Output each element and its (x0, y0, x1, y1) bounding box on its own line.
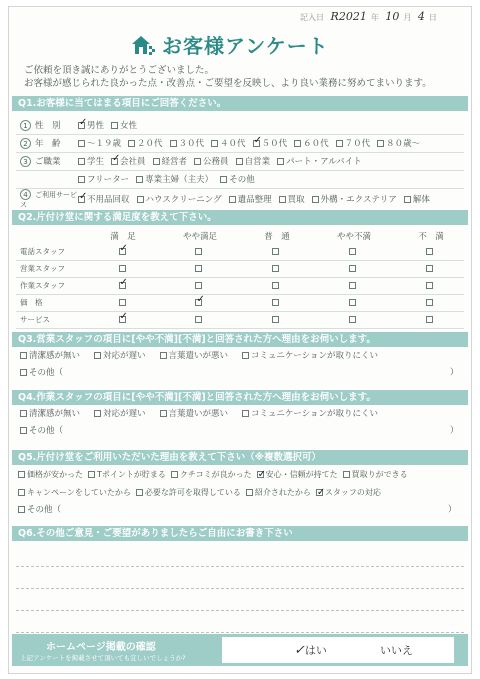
confirm-subtitle: 上記アンケートを掲載させて頂いても宜しいでしょうか? (20, 654, 186, 662)
q1-option-checkbox[interactable] (279, 196, 286, 203)
q4-option-label: 対応が遅い (103, 409, 146, 419)
q2-cell (398, 311, 464, 328)
q1-option[interactable] (78, 193, 130, 205)
q1-row-options (78, 188, 464, 210)
q1-option-label: 専業主婦（主夫） (145, 175, 214, 185)
q5-option-label: クチコミが良かった (179, 470, 252, 479)
q1-option[interactable] (128, 137, 163, 149)
q1-option-label: ３０代 (178, 139, 205, 149)
q3-option[interactable] (94, 348, 146, 365)
q3-option-label: コミュニケーションが取りにくい (251, 351, 379, 361)
q5-option[interactable] (18, 466, 83, 484)
q3-other-checkbox[interactable] (20, 369, 27, 376)
q1-option[interactable] (377, 137, 420, 149)
q1-option-checkbox[interactable] (229, 196, 236, 203)
q2-rating-checkbox[interactable] (426, 282, 433, 289)
intro-line-2: お客様が感じられた良かった点・改善点・ご要望を反映し、より良い業務に努めてまいります。 (24, 78, 432, 89)
date-day-unit: 日 (428, 13, 437, 22)
q2-rating-checkbox[interactable] (349, 248, 356, 255)
q1-option-checkbox[interactable] (277, 158, 284, 165)
q2-cell (156, 277, 244, 294)
q3-option[interactable] (20, 348, 80, 365)
q1-option[interactable] (78, 119, 104, 131)
date-month-unit: 月 (403, 13, 412, 22)
q1-option-checkbox[interactable] (336, 140, 343, 147)
confirm-answers (222, 637, 454, 663)
q4-option-checkbox[interactable] (242, 410, 249, 417)
q1-option[interactable] (78, 173, 129, 185)
q1-option-checkbox[interactable] (128, 140, 135, 147)
q5-option-label: Tポイントが貯まる (97, 470, 166, 479)
publish-confirm (12, 634, 468, 666)
q5-option-checkbox[interactable] (257, 471, 264, 478)
q4-other-line (20, 423, 460, 440)
q2-cell (90, 260, 156, 277)
q1-row-label (16, 134, 78, 152)
q3-option-label: 言葉遣いが悪い (168, 351, 229, 361)
q5-option[interactable] (257, 466, 338, 484)
q1-option[interactable] (404, 193, 430, 205)
q4-option-label: 言葉遣いが悪い (168, 409, 229, 419)
q2-cell (398, 243, 464, 260)
q5-option[interactable] (171, 466, 252, 484)
house-logo-icon (130, 34, 156, 56)
q4-other-close: ） (450, 426, 459, 436)
q1-row (16, 116, 464, 134)
q1-option-label: 男性 (87, 120, 105, 131)
q3-heading: Q3.営業スタッフの項目に[やや不満][不満]と回答された方へ理由をお伺いします。 (12, 332, 468, 347)
q5-option-checkbox[interactable] (246, 489, 253, 496)
q1-option-label: フリーター (87, 175, 130, 185)
q1-table (16, 116, 464, 211)
q3-option-label: 対応が遅い (103, 351, 146, 361)
q4-option-label: コミュニケーションが取りにくい (251, 409, 379, 419)
q1-option-label: ５０代 (261, 139, 288, 149)
q1-option[interactable] (336, 137, 371, 149)
q1-option[interactable] (211, 137, 246, 149)
q5-options (18, 466, 458, 519)
q3-other-close: ） (450, 368, 459, 378)
title-wrap (130, 30, 329, 59)
q2-cell (244, 294, 310, 311)
q1-row-label-text: ご利用サービス (20, 190, 77, 209)
q2-rating-checkbox[interactable] (272, 265, 279, 272)
q5-option[interactable] (88, 466, 166, 484)
q2-rating-checkbox[interactable] (426, 299, 433, 306)
q3-options (20, 348, 460, 382)
q1-heading: Q1.お客様に当てはまる項目にご回答ください。 (12, 96, 468, 111)
q5-other-line (18, 502, 458, 519)
q1-option-label: ６０代 (303, 139, 329, 149)
q1-option-checkbox[interactable] (194, 158, 201, 165)
q2-cell (90, 311, 156, 328)
q1-option[interactable] (294, 137, 329, 149)
q2-cell (398, 260, 464, 277)
q1-option-label: ７０代 (344, 139, 371, 149)
q1-option-label: 会社員 (120, 157, 146, 167)
q6-comment-area[interactable] (16, 545, 464, 633)
q2-rating-checkbox[interactable] (272, 316, 279, 323)
q2-cell (90, 277, 156, 294)
q5-option-checkbox[interactable] (88, 471, 95, 478)
q2-rating-checkbox[interactable] (349, 316, 356, 323)
q2-rating-checkbox[interactable] (272, 299, 279, 306)
q2-cell (310, 294, 398, 311)
page-title: お客様アンケート (162, 34, 329, 58)
q1-option-label: ８０歳～ (386, 139, 421, 149)
q1-row-label (16, 116, 78, 134)
q1-option-checkbox[interactable] (294, 140, 301, 147)
q1-option-label: ～１９歳 (87, 139, 122, 149)
q3-option-checkbox[interactable] (242, 352, 249, 359)
q1-row-label-text: ご職業 (35, 157, 61, 167)
q1-option[interactable] (111, 155, 146, 167)
q1-option-label: 解体 (412, 195, 430, 205)
date-year: R2021 (330, 10, 367, 23)
q1-row-number: 4 (20, 189, 31, 200)
q3-option-label: 清潔感が無い (29, 351, 81, 361)
q1-option[interactable] (220, 173, 255, 185)
q4-other-checkbox[interactable] (20, 427, 27, 434)
q1-row (16, 134, 464, 152)
q3-option[interactable] (242, 348, 378, 365)
q5-option-checkbox[interactable] (343, 471, 350, 478)
q1-option-checkbox[interactable] (153, 158, 160, 165)
q2-row-label: 価 格 (16, 294, 90, 311)
q1-option[interactable] (229, 193, 272, 205)
q2-rating-checkbox[interactable] (349, 265, 356, 272)
q1-row-number: 2 (20, 138, 31, 149)
q4-option-label: 清潔感が無い (29, 409, 81, 419)
q1-option-checkbox[interactable] (312, 196, 319, 203)
q2-rating-checkbox[interactable] (426, 265, 433, 272)
q1-row (16, 152, 464, 170)
q1-option-label: パート・アルバイト (286, 157, 362, 167)
confirm-yes-label: はい (304, 644, 327, 657)
q1-row-label (16, 188, 78, 210)
q5-option[interactable] (18, 484, 131, 502)
q5-option-label: 紹介されたから (254, 488, 311, 497)
q5-other-checkbox[interactable] (18, 506, 25, 513)
q2-rating-checkbox[interactable] (349, 282, 356, 289)
q1-option[interactable] (78, 155, 104, 167)
q1-option-label: ２０代 (137, 139, 163, 149)
q2-rating-checkbox[interactable] (119, 299, 126, 306)
q4-options (20, 406, 460, 440)
q1-option-checkbox[interactable] (136, 176, 143, 183)
q2-cell (310, 311, 398, 328)
q2-rating-checkbox[interactable] (272, 248, 279, 255)
q1-option[interactable] (277, 155, 362, 167)
check-mark-icon: ✓ (294, 643, 305, 658)
q2-corner (16, 229, 90, 243)
q1-row-options (78, 134, 464, 152)
intro-line-1: ご依頼を頂き誠にありがとうございました。 (24, 65, 215, 76)
q1-row-label (16, 152, 78, 170)
q2-rating-checkbox[interactable] (426, 248, 433, 255)
q3-option-checkbox[interactable] (20, 352, 27, 359)
q2-rating-checkbox[interactable] (195, 282, 202, 289)
q5-option-checkbox[interactable] (136, 489, 143, 496)
q1-option-checkbox[interactable] (111, 158, 118, 165)
q2-row-label: 電話スタッフ (16, 243, 90, 260)
q5-option-checkbox[interactable] (18, 489, 25, 496)
q1-option-label: ハウスクリーニング (145, 195, 222, 205)
q2-row (16, 311, 464, 328)
q1-option[interactable] (78, 137, 121, 149)
q5-option-label: スタッフの対応 (324, 488, 381, 497)
q4-other-label: その他（ (29, 426, 64, 436)
q2-cell (310, 243, 398, 260)
confirm-yes-option[interactable] (294, 642, 327, 658)
q1-option-label: ４０代 (220, 139, 246, 149)
q3-other-label: その他（ (29, 368, 64, 378)
q5-other-close: ） (448, 505, 457, 515)
q1-row-options (78, 152, 464, 170)
q4-option[interactable] (94, 406, 146, 423)
q1-option[interactable] (136, 173, 213, 185)
q1-option[interactable] (170, 137, 205, 149)
q5-heading: Q5.片付け堂をご利用いただいた理由を教えて下さい（※複数選択可） (12, 450, 468, 465)
q2-row-label: 営業スタッフ (16, 260, 90, 277)
q1-row-number: 1 (20, 120, 31, 131)
q2-column-header: 不 満 (418, 232, 444, 242)
q2-cell (244, 260, 310, 277)
q1-option[interactable] (312, 193, 397, 205)
q2-rating-checkbox[interactable] (272, 282, 279, 289)
q5-option-checkbox[interactable] (171, 471, 178, 478)
q1-option-label: 買取 (287, 195, 305, 205)
q1-row-options (78, 116, 464, 134)
q1-option-checkbox[interactable] (111, 122, 118, 129)
q2-cell (156, 260, 244, 277)
q5-other-label: その他（ (27, 505, 62, 515)
q2-column-header: 満 足 (110, 232, 136, 242)
q2-cell (310, 277, 398, 294)
date-month: 10 (385, 10, 400, 23)
q1-option[interactable] (137, 193, 222, 205)
q2-cell (90, 294, 156, 311)
q5-option-checkbox[interactable] (18, 471, 25, 478)
q4-option[interactable] (242, 406, 378, 423)
q2-row (16, 294, 464, 311)
q2-rating-checkbox[interactable] (119, 265, 126, 272)
q2-cell (156, 311, 244, 328)
q3-option[interactable] (160, 348, 229, 365)
q5-option[interactable] (343, 466, 408, 484)
q1-option-checkbox[interactable] (253, 140, 260, 147)
q1-option-label: 自営業 (244, 157, 271, 167)
q1-option-checkbox[interactable] (137, 196, 144, 203)
date-label: 記入日 (300, 13, 324, 22)
q2-row (16, 260, 464, 277)
q6-line (16, 589, 464, 611)
q5-option[interactable] (316, 484, 381, 502)
confirm-no-label: いいえ (380, 644, 413, 657)
intro-text (24, 64, 432, 90)
q1-option-checkbox[interactable] (78, 196, 85, 203)
q2-cell (310, 260, 398, 277)
q1-row-number: 3 (20, 156, 31, 167)
q1-option[interactable] (194, 155, 229, 167)
q2-rating-checkbox[interactable] (119, 316, 126, 323)
q4-option[interactable] (160, 406, 229, 423)
q5-option[interactable] (246, 484, 311, 502)
q1-option-checkbox[interactable] (220, 176, 227, 183)
q5-option-label: 必要な許可を取得している (144, 488, 241, 497)
q2-row-label: 作業スタッフ (16, 277, 90, 294)
date-row (300, 10, 437, 23)
q2-cell (90, 243, 156, 260)
q2-column-header: 普 通 (264, 232, 290, 242)
q1-option-checkbox[interactable] (404, 196, 411, 203)
q1-option-checkbox[interactable] (211, 140, 218, 147)
q2-rating-checkbox[interactable] (426, 316, 433, 323)
q2-cell (156, 243, 244, 260)
q3-option-checkbox[interactable] (94, 352, 101, 359)
confirm-title: ホームページ掲載の確認 (46, 642, 156, 653)
q1-option[interactable] (236, 155, 271, 167)
date-year-unit: 年 (370, 13, 379, 22)
q1-option-label: 不用品回収 (87, 195, 130, 205)
q1-row (16, 188, 464, 210)
q5-option-checkbox[interactable] (316, 489, 323, 496)
q3-option-checkbox[interactable] (160, 352, 167, 359)
q2-column-header: やや不満 (336, 232, 371, 242)
q2-table (16, 229, 464, 329)
q3-other-line (20, 365, 460, 382)
q1-option-checkbox[interactable] (170, 140, 177, 147)
q1-option-label: 外構・エクステリア (320, 195, 397, 205)
q1-row-label-text: 性 別 (35, 120, 61, 131)
q2-rating-checkbox[interactable] (195, 265, 202, 272)
q1-option-checkbox[interactable] (78, 176, 85, 183)
q1-option[interactable] (279, 193, 305, 205)
q2-cell (156, 294, 244, 311)
q1-option[interactable] (111, 119, 137, 131)
q5-option[interactable] (136, 484, 241, 502)
q2-cell (398, 277, 464, 294)
q2-rating-checkbox[interactable] (195, 299, 202, 306)
q2-rating-checkbox[interactable] (195, 316, 202, 323)
q6-heading: Q6.その他ご意見・ご要望がありましたらご自由にお書き下さい (12, 526, 468, 541)
q4-heading: Q4.作業スタッフの項目に[やや不満][不満]と回答された方へ理由をお伺いします。 (12, 390, 468, 405)
q1-row-label (16, 170, 78, 188)
q5-option-label: 買取りができる (351, 470, 408, 479)
q1-option-checkbox[interactable] (78, 140, 85, 147)
q2-rating-checkbox[interactable] (349, 299, 356, 306)
q1-option-checkbox[interactable] (236, 158, 243, 165)
q5-option-label: キャンペーンをしていたから (27, 488, 131, 497)
q2-rating-checkbox[interactable] (119, 248, 126, 255)
q2-cell (398, 294, 464, 311)
q1-row-options (78, 170, 464, 188)
q2-cell (244, 277, 310, 294)
q4-option[interactable] (20, 406, 80, 423)
q2-column-header: やや満足 (182, 232, 217, 242)
q4-option-checkbox[interactable] (20, 410, 27, 417)
q2-row-label: サービス (16, 311, 90, 328)
q2-cell (244, 311, 310, 328)
q5-option-label: 安心・信頼が持てた (265, 470, 338, 479)
q1-option-label: 学生 (87, 157, 105, 167)
q1-option-label: 公務員 (203, 157, 229, 167)
date-day: 4 (417, 10, 425, 23)
q6-line (16, 567, 464, 589)
q1-option-label: その他 (229, 175, 255, 185)
q1-row (16, 170, 464, 188)
q1-option[interactable] (253, 137, 288, 149)
q2-heading: Q2.片付け堂に関する満足度を教えて下さい。 (12, 210, 468, 225)
q1-option-label: 経営者 (161, 157, 188, 167)
q2-row (16, 277, 464, 294)
q4-option-checkbox[interactable] (94, 410, 101, 417)
q1-row-label-text: 年 齢 (35, 139, 61, 149)
q6-line (16, 611, 464, 633)
q2-cell (244, 243, 310, 260)
q2-rating-checkbox[interactable] (195, 248, 202, 255)
q1-option-label: 女性 (120, 120, 138, 131)
confirm-no-option[interactable] (380, 642, 413, 658)
q2-row (16, 243, 464, 260)
q1-option-label: 遺品整理 (237, 195, 272, 205)
q4-option-checkbox[interactable] (160, 410, 167, 417)
q1-option-checkbox[interactable] (377, 140, 384, 147)
q1-option[interactable] (153, 155, 188, 167)
q2-rating-checkbox[interactable] (119, 282, 126, 289)
q5-option-label: 価格が安かった (27, 470, 83, 479)
q1-option-checkbox[interactable] (78, 122, 85, 129)
q6-line (16, 545, 464, 567)
q1-option-checkbox[interactable] (78, 158, 85, 165)
